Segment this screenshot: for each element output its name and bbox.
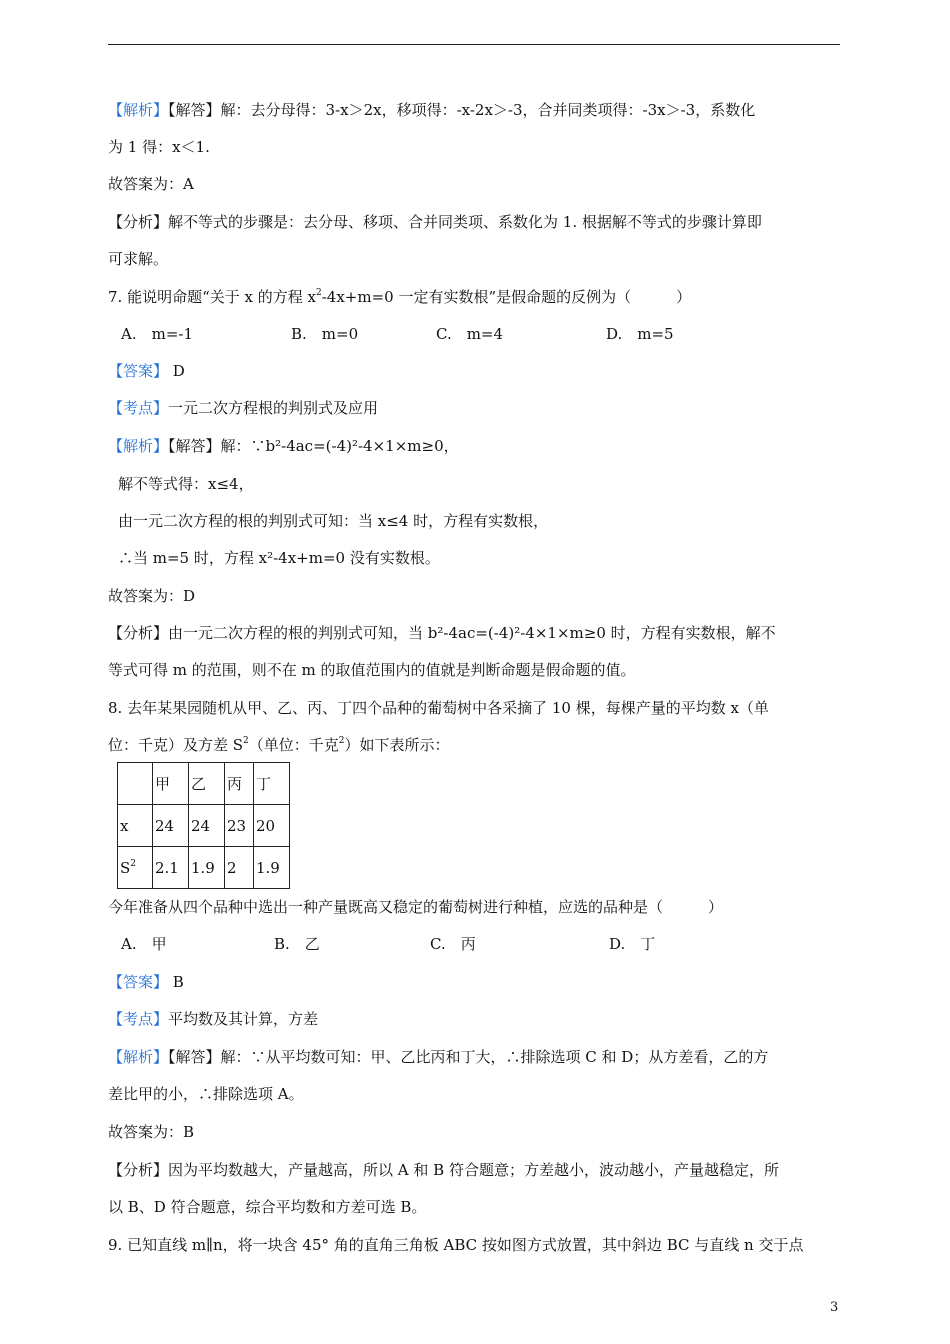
jiexi-tag: 【解析】 (108, 1048, 169, 1066)
q8-stem-line1: 8. 去年某果园随机从甲、乙、丙、丁四个品种的葡萄树中各采摘了 10 棵，每棵产量的平均数 x（单 (108, 699, 769, 717)
answer-tag: 【答案】 (108, 973, 169, 991)
fenxi-tag: 【分析】 (108, 1161, 169, 1179)
table-cell: 24 (189, 805, 225, 847)
table-cell: 乙 (189, 763, 225, 805)
q8-question: 今年准备从四个品种中选出一种产量既高又稳定的葡萄树进行种植，应选的品种是（ ） (108, 898, 724, 916)
q8-jiexi-line2: 差比甲的小，∴排除选项 A。 (108, 1085, 304, 1103)
q7-step1: 解不等式得：x≤4， (118, 475, 254, 493)
table-cell: 1.9 (254, 847, 290, 889)
q7-kaodian: 【考点】一元二次方程根的判别式及应用 (108, 399, 379, 417)
q8-fenxi-line1: 【分析】因为平均数越大，产量越高，所以 A 和 B 符合题意；方差越小，波动越小，产量越稳定，所 (108, 1161, 779, 1179)
table-cell: 丙 (225, 763, 254, 805)
table-cell: $S^2$ (118, 847, 153, 889)
q7-answer: 【答案】 D (108, 362, 185, 380)
answer-tag: 【答案】 (108, 362, 169, 380)
q7-stem: 7. 能说明命题“关于 x 的方程 $x^2-4x+m=0$ 一定有实数根”是假命题的反例为（ ） (108, 288, 692, 306)
kaodian-tag: 【考点】 (108, 1010, 169, 1028)
q8-kaodian: 【考点】平均数及其计算，方差 (108, 1010, 319, 1028)
q7-fenxi-line1: 【分析】由一元二次方程的根的判别式可知，当 b²-4ac=(-4)²-4×1×m≥0 时，方程有实数根，解不 (108, 624, 776, 642)
table-cell: 20 (254, 805, 290, 847)
fenxi-tag: 【分析】 (108, 624, 169, 642)
table-cell: 24 (153, 805, 189, 847)
q6-jiexi-line1: 【解析】【解答】解：去分母得：3-x＞2x，移项得：-x-2x＞-3，合并同类项得：-3x＞-3，系数化 (108, 101, 756, 119)
kaodian-tag: 【考点】 (108, 399, 169, 417)
fenxi-tag: 【分析】 (108, 213, 169, 231)
table-row (118, 805, 290, 847)
jiexi-tag: 【解析】 (108, 437, 169, 455)
table-row (118, 847, 290, 889)
table-cell: 23 (225, 805, 254, 847)
q9-stem: 9. 已知直线 m∥n，将一块含 45° 角的直角三角板 ABC 按如图方式放置，其中斜边 BC 与直线 n 交于点 (108, 1236, 804, 1254)
q8-fenxi-line2: 以 B、D 符合题意，综合平均数和方差可选 B。 (108, 1198, 427, 1216)
q7-option-d: D. m=5 (606, 325, 674, 343)
table-cell: 甲 (153, 763, 189, 805)
q7-answer-line: 故答案为：D (108, 587, 196, 605)
q7-fenxi-line2: 等式可得 m 的范围，则不在 m 的取值范围内的值就是判断命题是假命题的值。 (108, 661, 636, 679)
q8-answer: 【答案】 B (108, 973, 184, 991)
q8-jiexi-line1: 【解析】【解答】解：∵从平均数可知：甲、乙比丙和丁大，∴排除选项 C 和 D；从方差看，乙的方 (108, 1048, 769, 1066)
q8-stem-line2: 位：千克）及方差 $S^2$（单位：千克$^2$）如下表所示： (108, 736, 450, 754)
table-cell (118, 763, 153, 805)
q7-step2: 由一元二次方程的根的判别式可知：当 x≤4 时，方程有实数根， (118, 512, 549, 530)
q6-fenxi-line1: 【分析】解不等式的步骤是：去分母、移项、合并同类项、系数化为 1. 根据解不等式的步骤计算即 (108, 213, 762, 231)
q8-answer-line: 故答案为：B (108, 1123, 195, 1141)
q7-option-c: C. m=4 (436, 325, 504, 343)
header-rule (108, 44, 840, 45)
table-cell: 丁 (254, 763, 290, 805)
q7-jiexi: 【解析】【解答】解：∵b²-4ac=(-4)²-4×1×m≥0， (108, 437, 459, 455)
table-row (118, 763, 290, 805)
table-cell: 2 (225, 847, 254, 889)
q7-option-b: B. m=0 (291, 325, 359, 343)
q8-option-a: A. 甲 (121, 935, 167, 953)
jiexi-tag: 【解析】 (108, 101, 169, 119)
q6-fenxi-line2: 可求解。 (108, 250, 169, 268)
q7-step3: ∴当 m=5 时，方程 x²-4x+m=0 没有实数根。 (118, 549, 440, 567)
q8-option-d: D. 丁 (609, 935, 656, 953)
page-number: 3 (830, 1300, 839, 1315)
table-cell: 2.1 (153, 847, 189, 889)
q8-data-table (117, 762, 290, 889)
table-cell: x (118, 805, 153, 847)
q6-jiexi-line2: 为 1 得：x＜1. (108, 138, 210, 156)
q8-option-c: C. 丙 (430, 935, 476, 953)
q8-option-b: B. 乙 (274, 935, 320, 953)
q7-option-a: A. m=-1 (121, 325, 194, 343)
table-cell: 1.9 (189, 847, 225, 889)
q6-answer-line: 故答案为：A (108, 175, 194, 193)
